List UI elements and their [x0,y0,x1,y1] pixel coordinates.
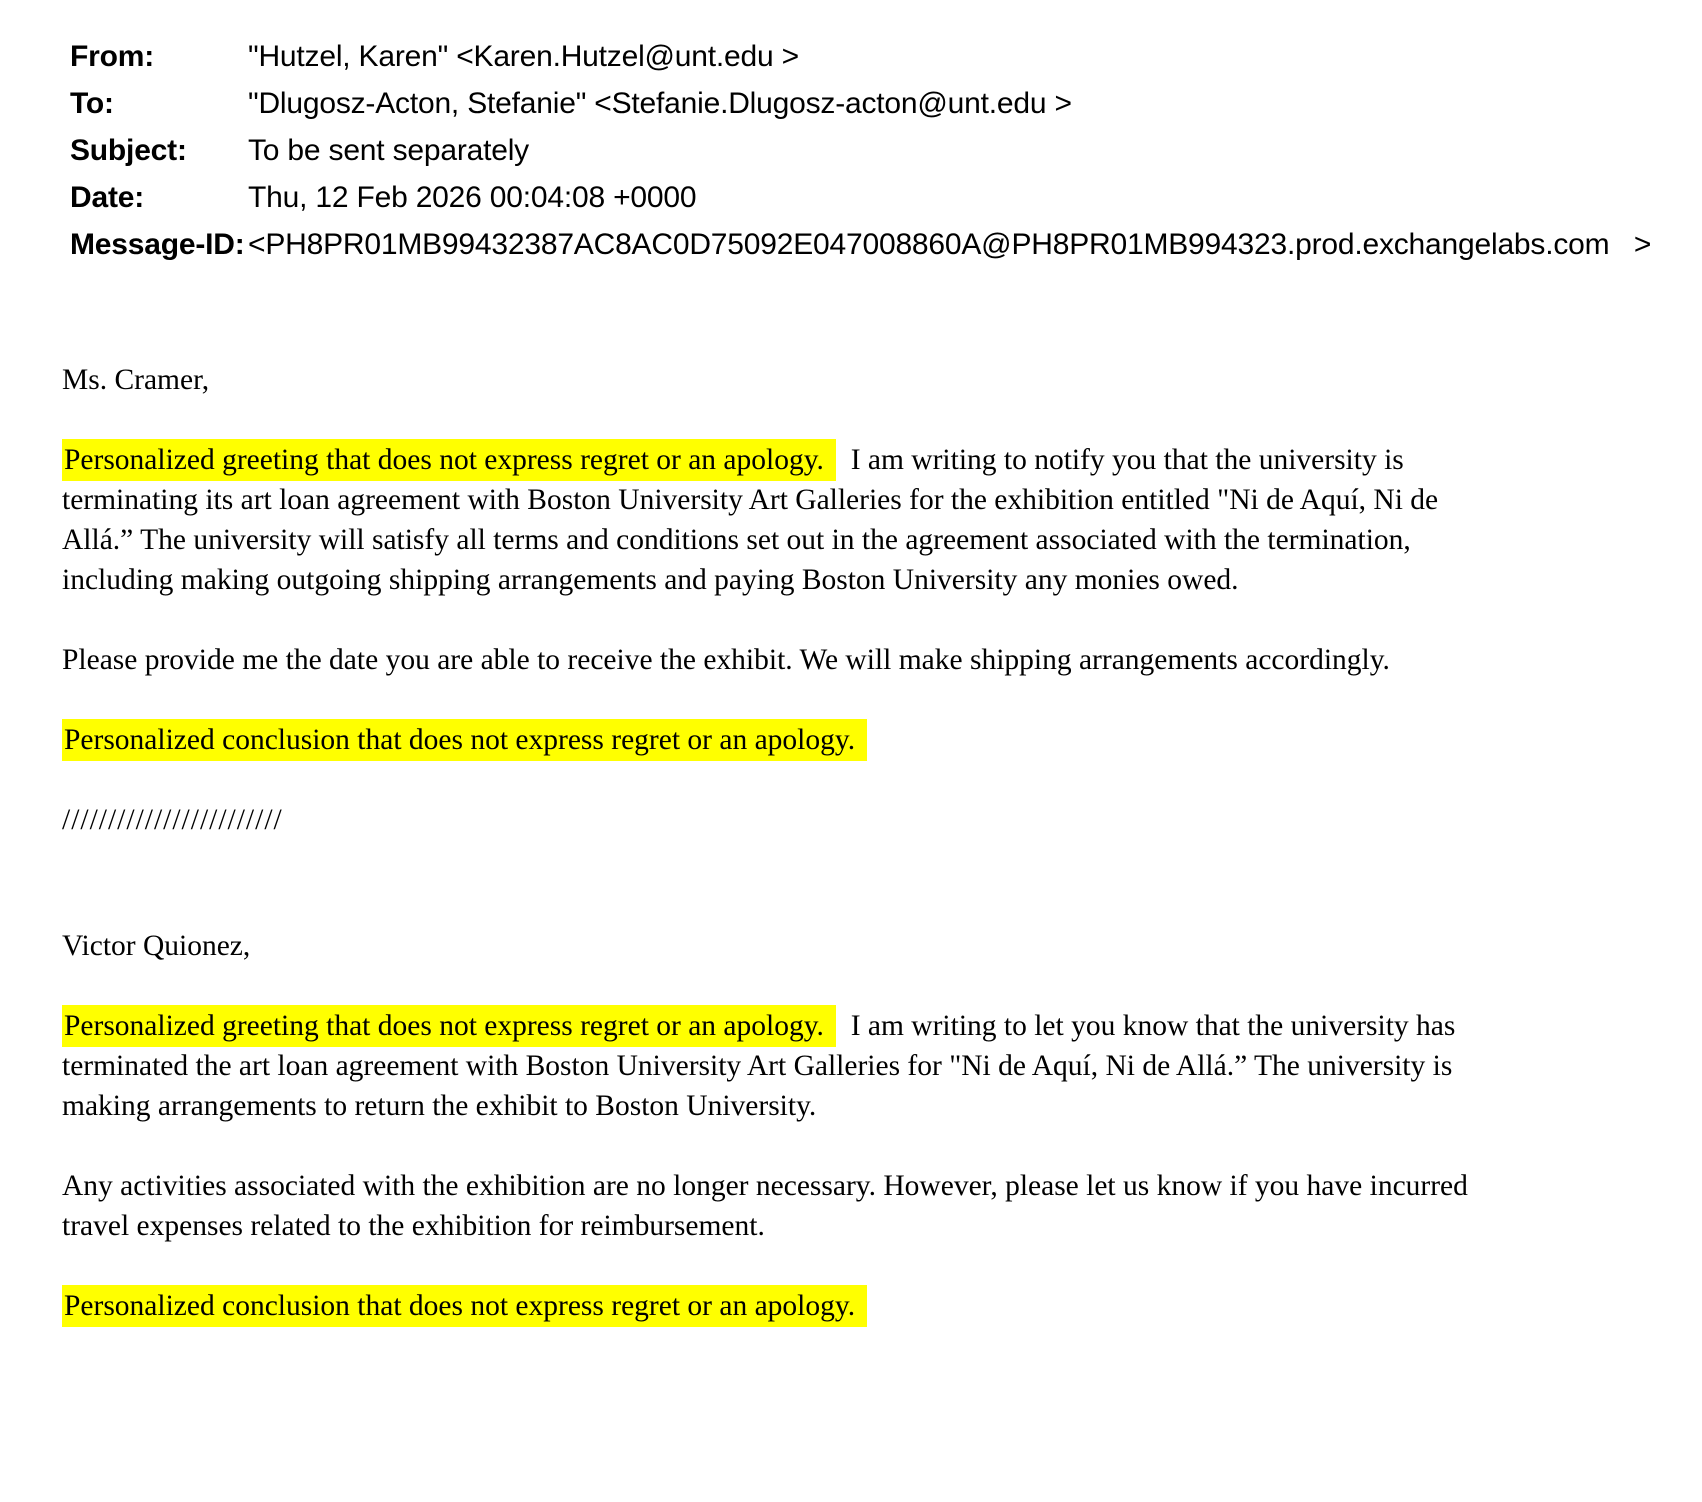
header-row-to [70,80,1702,127]
email-body [62,360,1494,1326]
highlighted-greeting-placeholder-2: Personalized greeting that does not express regret or an apology. [62,1005,836,1047]
highlighted-conclusion-placeholder-1: Personalized conclusion that does not express regret or an apology. [62,719,867,761]
message-id-value: <PH8PR01MB99432387AC8AC0D75092E047008860A@PH8PR01MB994323.prod.exchangelabs.com > [248,228,1652,261]
date-label: Date: [70,181,145,214]
travel-expenses-paragraph: Any activities associated with the exhibition are no longer necessary. However, please let us know if you have incurred travel expenses related to the exhibition for reimbursement. [62,1170,1476,1242]
greeting-line-cramer: Ms. Cramer, [62,364,210,396]
subject-value: To be sent separately [248,134,529,167]
header-row-message-id [70,221,1702,268]
from-label: From: [70,40,154,73]
subject-label: Subject: [70,134,187,167]
email-header [0,33,1702,268]
termination-notice-text: I am writing to notify you that the university is terminating its art loan agreement with Boston University Art Galleries for the exhibition entitled "Ni de Aquí, Ni de Allá.” The university will satisfy all terms and conditions set out in the agreement associated with the termination, including making outgoing shipping arrangements and paying Boston University any monies owed. [62,444,1444,596]
termination-notice-paragraph [62,440,1494,600]
header-row-subject [70,127,1702,174]
section-divider-slashes: //////////////////////// [62,804,283,836]
message-id-label: Message-ID: [70,228,245,261]
shipping-request-paragraph: Please provide me the date you are able to receive the exhibit. We will make shipping arrangements accordingly. [62,644,1390,676]
conclusion-placeholder-paragraph-2 [62,1286,1494,1326]
greeting-line-quionez: Victor Quionez, [62,930,251,962]
conclusion-placeholder-paragraph-1 [62,720,1494,760]
header-row-from [70,33,1702,80]
terminated-notice-text: I am writing to let you know that the university has terminated the art loan agreement with Boston University Art Galleries for "Ni de Aquí, Ni de Allá.” The university is making arrangements to return the exhibit to Boston University. [62,1010,1463,1122]
to-label: To: [70,87,114,120]
to-value: "Dlugosz-Acton, Stefanie" <Stefanie.Dlugosz-acton@unt.edu > [248,87,1072,120]
header-row-date [70,174,1702,221]
highlighted-greeting-placeholder-1: Personalized greeting that does not express regret or an apology. [62,439,836,481]
from-value: "Hutzel, Karen" <Karen.Hutzel@unt.edu > [248,40,799,73]
terminated-notice-paragraph [62,1006,1494,1126]
date-value: Thu, 12 Feb 2026 00:04:08 +0000 [248,181,697,214]
highlighted-conclusion-placeholder-2: Personalized conclusion that does not express regret or an apology. [62,1285,867,1327]
